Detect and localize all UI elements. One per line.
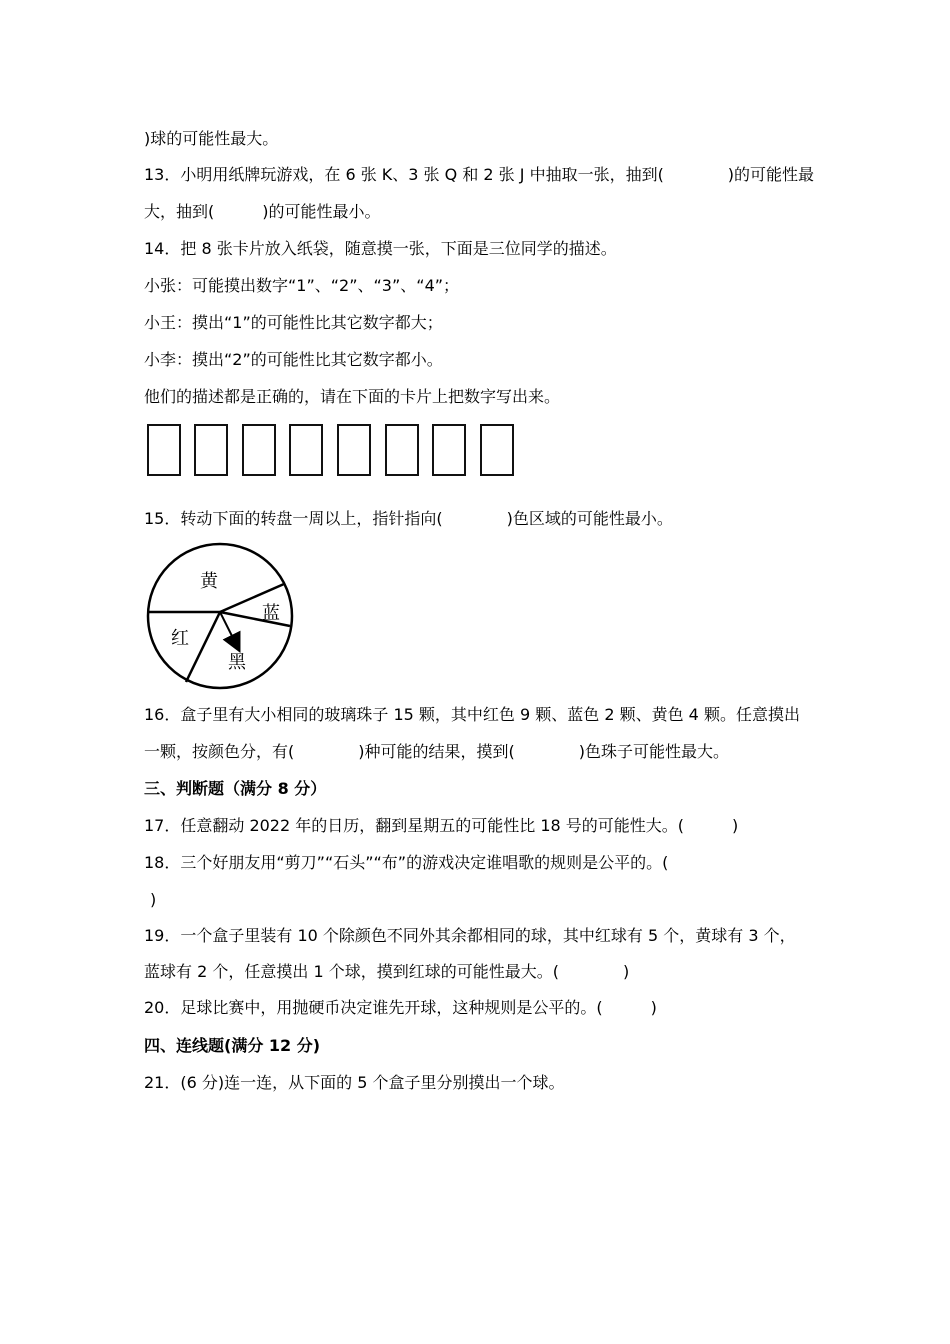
q19-line2: 蓝球有 2 个，任意摸出 1 个球，摸到红球的可能性最大。( )	[144, 962, 630, 981]
q14-xiaozhang: 小张：可能摸出数字“1”、“2”、“3”、“4”；	[144, 276, 460, 295]
spinner-diagram	[144, 540, 296, 692]
label-blue: 蓝	[262, 603, 280, 624]
q14-instruction: 他们的描述都是正确的，请在下面的卡片上把数字写出来。	[144, 387, 561, 406]
card-5[interactable]	[337, 424, 371, 476]
q12-continuation: )球的可能性最大。	[144, 129, 279, 148]
q17: 17．任意翻动 2022 年的日历，翻到星期五的可能性比 18 号的可能性大。( )	[144, 816, 739, 835]
q19-line1: 19．一个盒子里装有 10 个除颜色不同外其余都相同的球，其中红球有 5 个，黄球有 3 个，	[144, 926, 796, 945]
card-7[interactable]	[432, 424, 466, 476]
q14-xiaowang: 小王：摸出“1”的可能性比其它数字都大；	[144, 313, 443, 332]
card-4[interactable]	[289, 424, 323, 476]
q14-stem: 14．把 8 张卡片放入纸袋，随意摸一张，下面是三位同学的描述。	[144, 239, 617, 258]
card-8[interactable]	[480, 424, 514, 476]
q15-stem: 15．转动下面的转盘一周以上，指针指向( )色区域的可能性最小。	[144, 509, 673, 528]
section-3-heading: 三、判断题（满分 8 分）	[144, 779, 327, 798]
q18-line1: 18．三个好朋友用“剪刀”“石头”“布”的游戏决定谁唱歌的规则是公平的。(	[144, 853, 669, 872]
q14-xiaoli: 小李：摸出“2”的可能性比其它数字都小。	[144, 350, 443, 369]
card-2[interactable]	[194, 424, 228, 476]
blank-cards	[144, 424, 524, 476]
card-6[interactable]	[385, 424, 419, 476]
q13-line2: 大，抽到( )的可能性最小。	[144, 202, 381, 221]
label-yellow: 黄	[200, 571, 218, 592]
q16-line1: 16．盒子里有大小相同的玻璃珠子 15 颗，其中红色 9 颗、蓝色 2 颗、黄色 4 颗。任意摸出	[144, 705, 800, 724]
section-4-heading: 四、连线题(满分 12 分)	[144, 1036, 321, 1055]
card-1[interactable]	[147, 424, 181, 476]
q21: 21．(6 分)连一连，从下面的 5 个盒子里分别摸出一个球。	[144, 1073, 565, 1092]
q20: 20．足球比赛中，用抛硬币决定谁先开球，这种规则是公平的。( )	[144, 998, 657, 1017]
card-3[interactable]	[242, 424, 276, 476]
label-red: 红	[171, 628, 189, 649]
label-black: 黑	[228, 652, 246, 673]
q13-line1: 13．小明用纸牌玩游戏，在 6 张 K、3 张 Q 和 2 张 J 中抽取一张，抽到( )的可能性最	[144, 165, 815, 184]
q16-line2: 一颗，按颜色分，有( )种可能的结果，摸到( )色珠子可能性最大。	[144, 742, 729, 761]
q18-line2: )	[150, 890, 157, 909]
